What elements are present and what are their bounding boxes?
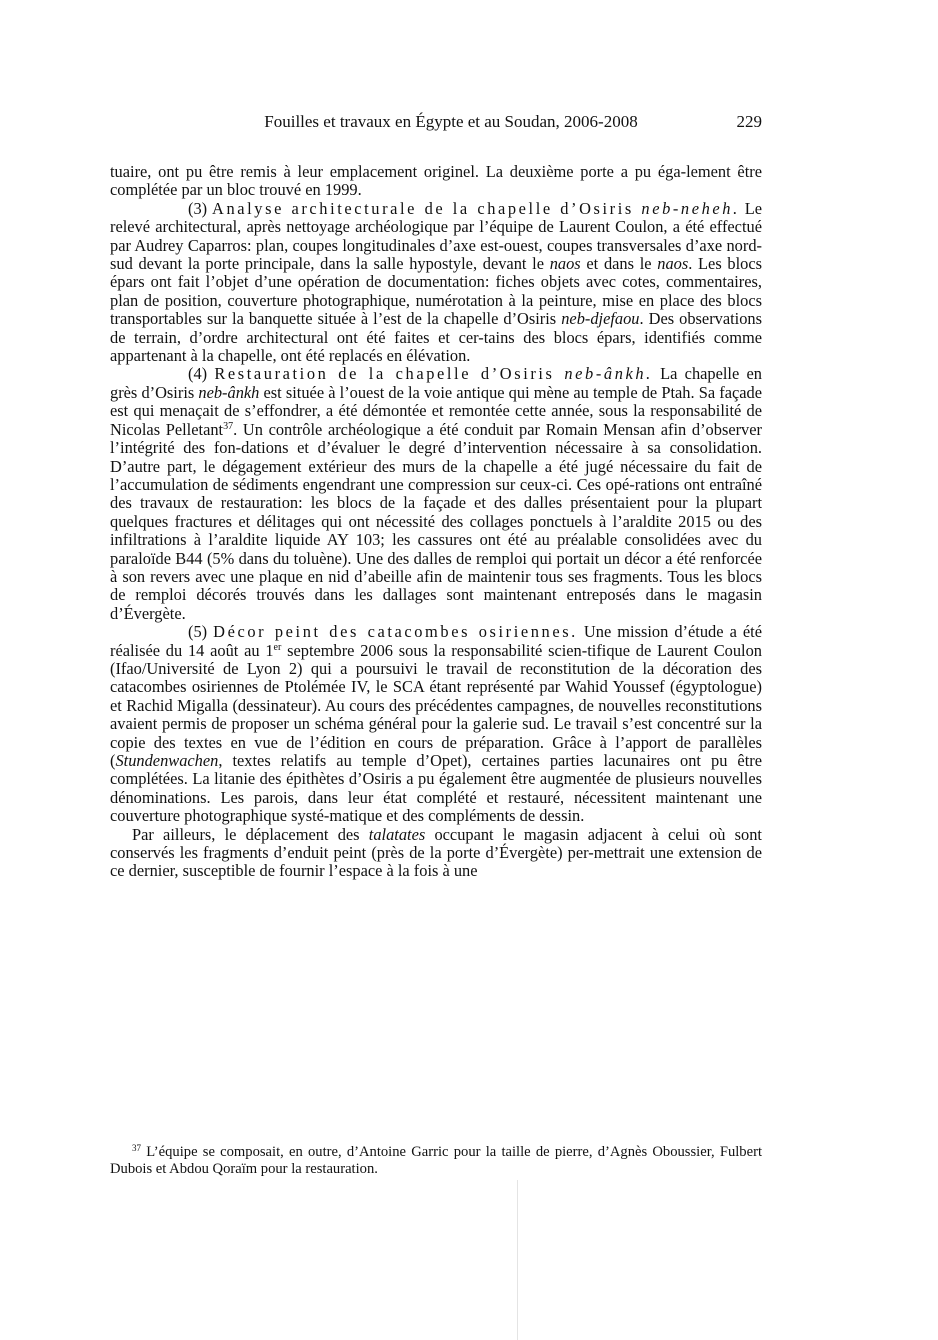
running-title: Fouilles et travaux en Égypte et au Soudan, 2006-2008: [264, 112, 638, 131]
paragraph-section-4: [110, 365, 762, 623]
italic-term: talatates: [368, 824, 426, 844]
section-heading-italic: neb-neheh.: [641, 198, 740, 218]
italic-term: naos: [657, 254, 689, 274]
paragraph-section-3: [110, 200, 762, 366]
text-run: Le relevé architectural, après nettoyage archéologique par l’équipe de Laurent Coulon, a été effectué par Audrey Caparros: plan, coupes longitudinales d’axe est-ouest, coupes transversales d’axe nord-sud devant la porte principale, dans la salle hypostyle, devant le: [110, 198, 762, 274]
main-text: [110, 163, 762, 881]
footnote: [110, 1144, 762, 1177]
footnote-mark: 37: [132, 1143, 141, 1153]
footnote-37: [110, 1144, 762, 1177]
footnote-reference: 37: [223, 420, 234, 432]
section-heading: Restauration de la chapelle d’Osiris: [214, 364, 565, 384]
paragraph-final: [110, 826, 762, 881]
text-run: Une mission d’étude a été réalisée du 14 août au 1: [110, 622, 762, 660]
text-run: . Des observations de terrain, d’ordre architectural ont été faites et cer-tains des blocs épars, identifiés comme appartenant à la chapelle, ont été replacés en élévation.: [110, 309, 762, 366]
text-run: occupant le magasin adjacent à celui où sont conservés les fragments d’enduit peint (près de la porte d’Évergète) per-mettrait une extension de ce dernier, susceptible de fournir l’espace à la fois à une: [110, 824, 762, 881]
page-number: 229: [736, 112, 762, 131]
running-header: [110, 111, 762, 133]
text-run: . Un contrôle archéologique a été conduit par Romain Mensan afin d’observer l’intégrité des fon-dations et d’évaluer le degré d’intervention nécessaire à sa consolidation. D’autre part, le dégagement extérieur des murs de la chapelle a été jugé nécessaire du fait de l’accumulation de sédiments engendrant une compression sur ceux-ci. Ces opé-rations ont entraîné des travaux de restauration: les blocs de la façade et des dalles présentaient pour la plupart quelques fractures et délitages qui ont nécessité des collages ponctuels à l’araldite 2015 ou des infiltrations à l’araldite liquide AY 103; les cassures ont été au préalable consolidées avec du paraloïde B44 (5% dans du toluène). Une des dalles de remploi qui portait un décor a été renforcée à son revers avec une plaque en nid d’abeille afin de maintenir tous ses fragments. Tous les blocs de remploi décorés trouvés dans les dallages sont maintenant entreposés dans le magasin d’Évergète.: [110, 419, 762, 623]
section-heading: Analyse architecturale de la chapelle d’Osiris: [212, 198, 642, 218]
text-run: tuaire, ont pu être remis à leur emplacement originel. La deuxième porte a pu éga-lement être complétée par un bloc trouvé en 1999.: [110, 162, 762, 200]
page-fold-line: [517, 1180, 518, 1340]
text-run: est située à l’ouest de la voie antique qui mène au temple de Ptah. Sa façade est qui menaçait de s’effondrer, a été démontée et remontée cette année, sous la responsabilité de Nicolas Pelletant: [110, 382, 762, 439]
ordinal-superscript: er: [273, 641, 282, 653]
text-run: septembre 2006 sous la responsabilité scien-tifique de Laurent Coulon (Ifao/Université de Lyon 2) qui a poursuivi le travail de reconstitution de la décoration des catacombes osiriennes de Ptolémée IV, le SCA étant représenté par Wahid Youssef (égyptologue) et Rachid Migalla (dessinateur). Au cours des précédentes campagnes, de nouvelles reconstitutions avaient permis de proposer un schéma général pour la galerie sud. Le travail s’est concentré sur la copie des textes en vue de l’édition en cours de préparation. Grâce à l’apport de parallèles (: [110, 640, 762, 770]
paragraph-section-5: [110, 623, 762, 825]
text-run: et dans le: [580, 254, 658, 274]
footnote-text: L’équipe se composait, en outre, d’Antoine Garric pour la taille de pierre, d’Agnès Oboussier, Fulbert Dubois et Abdou Qoraïm pour la restauration.: [110, 1144, 762, 1177]
text-run: . Les blocs épars ont fait l’objet d’une opération de documentation: fiches objets avec cotes, commentaires, plan de position, couverture photographique, numérotation à la peinture, mise en place des blocs transportables sur la banquette située à l’est de la chapelle d’Osiris: [110, 254, 763, 329]
section-number: (5): [188, 622, 214, 642]
italic-term: neb-ânkh: [198, 382, 260, 402]
italic-term: neb-djefaou: [561, 309, 640, 329]
section-number: (4): [188, 364, 215, 384]
text-run: La chapelle en grès d’Osiris: [110, 364, 762, 402]
text-run: , textes relatifs au temple d’Opet), certaines parties lacunaires ont pu être complétées. La litanie des épithètes d’Osiris a pu également être augmentée de plusieurs nouvelles dénominations. Les parois, dans leur état complété et restauré, nécessitent maintenant une couverture photographique systé-matique et des compléments de dessin.: [110, 751, 762, 826]
italic-term: naos: [549, 254, 581, 274]
section-number: (3): [188, 198, 213, 218]
paragraph-continuation: [110, 163, 762, 200]
section-heading-italic: neb-ânkh.: [564, 364, 653, 384]
text-run: Par ailleurs, le déplacement des: [132, 824, 369, 844]
italic-term: Stundenwachen: [115, 751, 219, 770]
section-heading: Décor peint des catacombes osiriennes.: [213, 622, 578, 642]
